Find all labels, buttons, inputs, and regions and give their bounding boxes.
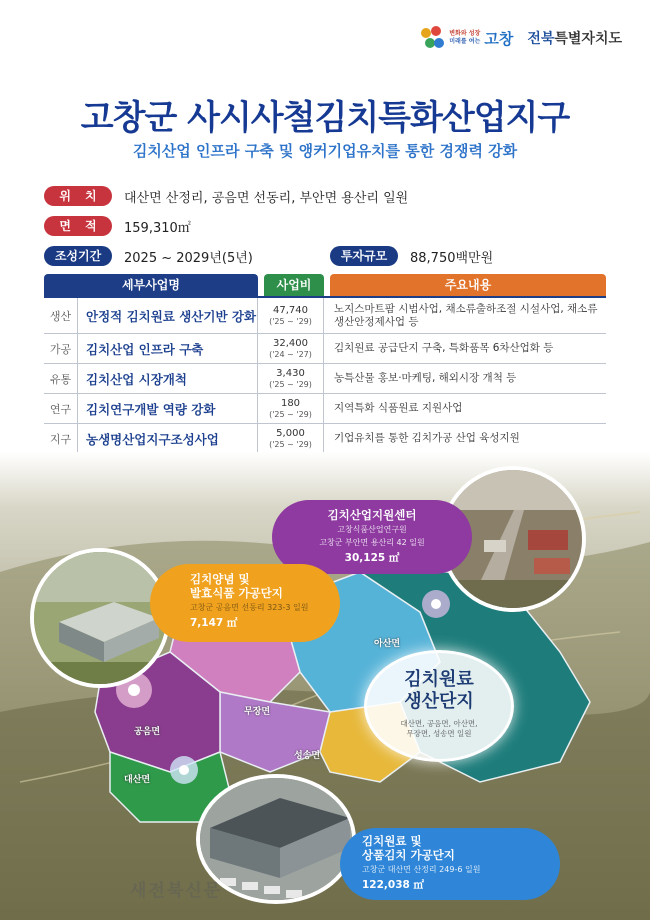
row-category: 생산	[44, 298, 78, 333]
core-title-line1: 김치원료	[404, 669, 474, 690]
info-invest	[330, 246, 493, 266]
core-sub-line1: 대산면, 공음면, 아산면,	[400, 719, 478, 728]
support-center-sub1: 고창식품산업연구원	[337, 525, 407, 534]
table-row	[44, 424, 606, 454]
support-center-callout	[272, 500, 472, 574]
processing-title-line2: 상품김치 가공단지	[362, 848, 455, 862]
row-category: 가공	[44, 334, 78, 363]
row-category: 지구	[44, 424, 78, 453]
support-center-sub2: 고창군 부안면 용산리 42 일원	[319, 538, 425, 547]
period-label: 조성기간	[44, 246, 112, 266]
location-value: 대산면 산정리, 공음면 선동리, 부안면 용산리 일원	[124, 190, 409, 206]
row-category: 유통	[44, 364, 78, 393]
table-body	[44, 296, 606, 454]
processing-title-line1: 김치원료 및	[362, 834, 422, 848]
ferment-facility-photo	[30, 548, 170, 688]
row-cost: 3,430 ('25 ~ '29)	[258, 364, 324, 393]
core-sub-line2: 무장면, 성송면 일원	[406, 729, 472, 738]
table-row	[44, 298, 606, 334]
row-main-content: 지역특화 식품원료 지원사업	[334, 402, 463, 414]
table-row	[44, 334, 606, 364]
ferment-area: 7,147 ㎡	[190, 617, 238, 629]
header-project-name: 세부사업명	[44, 274, 258, 296]
ferment-title-line1: 김치양념 및	[190, 572, 250, 586]
info-location	[44, 186, 408, 206]
table-row	[44, 364, 606, 394]
place-label-mujang: 무장면	[244, 707, 271, 717]
place-label-seongsong: 성송면	[294, 751, 321, 761]
place-label-daesan: 대산면	[124, 775, 151, 785]
row-main-content: 기업유치를 통한 김치가공 산업 육성지원	[334, 432, 520, 444]
header-cost: 사업비	[264, 274, 324, 296]
gochang-emblem-icon	[421, 26, 445, 50]
info-period	[44, 246, 253, 266]
period-value: 2025 ~ 2029년(5년)	[124, 250, 253, 266]
core-title-line2: 생산단지	[404, 691, 474, 712]
row-project-name: 김치연구개발 역량 강화	[78, 394, 258, 423]
row-project-name: 안정적 김치원료 생산기반 강화	[78, 298, 258, 333]
processing-address: 고창군 대산면 산정리 249-6 일원	[362, 865, 481, 874]
gochang-logo	[421, 26, 513, 50]
ferment-address: 고창군 공음면 선동리 323-3 일원	[190, 603, 309, 612]
place-label-asan: 아산면	[374, 639, 401, 649]
row-cost: 47,740 ('25 ~ '29)	[258, 298, 324, 333]
raw-material-production-complex	[364, 650, 514, 762]
info-area	[44, 216, 191, 236]
invest-value: 88,750백만원	[410, 250, 494, 266]
project-table	[44, 274, 606, 454]
header-main-content: 주요내용	[330, 274, 606, 296]
location-label: 위치	[44, 186, 112, 206]
row-main-content: 노지스마트팜 시범사업, 채소류출하조절 시설사업, 채소류 생산안정제사업 등	[334, 302, 598, 328]
row-project-name: 김치산업 인프라 구축	[78, 334, 258, 363]
support-center-area: 30,125 ㎡	[344, 552, 400, 564]
row-main-content: 김치원료 공급단지 구축, 특화품목 6차산업화 등	[334, 342, 554, 354]
table-header	[44, 274, 606, 296]
gochang-name: 고창	[484, 29, 514, 48]
support-center-title: 김치산업지원센터	[327, 508, 417, 522]
processing-area: 122,038 ㎡	[362, 879, 424, 891]
place-label-gongeum: 공음면	[134, 727, 161, 737]
invest-label: 투자규모	[330, 246, 398, 266]
area-value: 159,310㎡	[124, 220, 191, 236]
row-cost: 5,000 ('25 ~ '29)	[258, 424, 324, 453]
ferment-complex-callout	[150, 564, 340, 642]
page-subtitle: 김치산업 인프라 구축 및 앵커기업유치를 통한 경쟁력 강화	[132, 142, 518, 160]
header-logos	[421, 26, 622, 50]
table-row	[44, 394, 606, 424]
ferment-title-line2: 발효식품 가공단지	[190, 586, 283, 600]
row-cost: 180 ('25 ~ '29)	[258, 394, 324, 423]
row-project-name: 김치산업 시장개척	[78, 364, 258, 393]
row-project-name: 농생명산업지구조성사업	[78, 424, 258, 453]
jeonbuk-logo: 전북특별자치도	[527, 31, 622, 47]
area-label: 면적	[44, 216, 112, 236]
row-main-content: 농특산물 홍보·마케팅, 해외시장 개척 등	[334, 372, 517, 384]
page-title: 고창군 사시사철김치특화산업지구	[80, 98, 570, 138]
row-category: 연구	[44, 394, 78, 423]
row-cost: 32,400 ('24 ~ '27)	[258, 334, 324, 363]
processing-complex-callout	[340, 828, 560, 900]
gochang-slogan: 변화와 성장 미래를 여는	[449, 30, 481, 45]
watermark: 새전북신문	[130, 881, 223, 901]
